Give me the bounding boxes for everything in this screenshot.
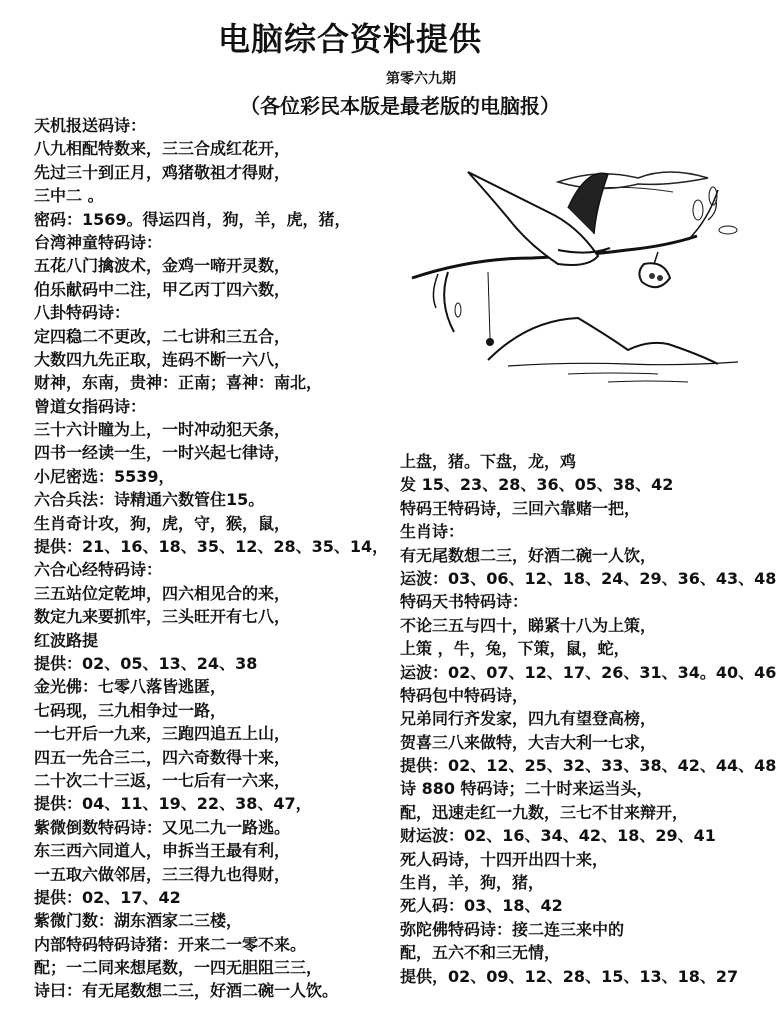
text-line: 东三西六同道人，申拆当王最有利，	[34, 841, 291, 861]
text-line: 有无尾数想二三，好酒二碗一人饮，	[400, 545, 657, 565]
text-line: 大数四九先正取，连码不断一六八，	[34, 349, 291, 369]
issue-number: 第零六九期	[386, 71, 456, 87]
text-line: 生肖奇计攻，狗，虎，守，猴，鼠，	[34, 513, 291, 533]
text-line: 发 15、23、28、36、05、38、42	[400, 475, 674, 495]
text-line: 诗 880 特码诗；二十时来运当头，	[400, 779, 653, 799]
text-line: 配，五六不和三无情，	[400, 943, 561, 963]
text-line: 七码现，三九相争过一路，	[34, 700, 227, 720]
text-line: 运波：03、06、12、18、24、29、36、43、48	[400, 568, 777, 588]
text-line: 曾道女指码诗：	[34, 396, 147, 416]
text-line: 定四稳二不更改，二七讲和三五合，	[34, 326, 291, 346]
text-line: 财神，东南，贵神：正南；喜神：南北，	[34, 373, 323, 393]
text-line: 八卦特码诗：	[34, 303, 131, 323]
text-line: 四五一先合三二，四六奇数得十来，	[34, 747, 291, 767]
left-column	[34, 114, 394, 1003]
text-line: 金光佛：七零八落皆逃匿，	[34, 677, 227, 697]
text-line: 五花八门擒波术，金鸡一啼开灵数，	[34, 256, 291, 276]
text-line: 先过三十到正月，鸡猪敬祖才得财，	[34, 162, 291, 182]
text-line: 天机报送码诗：	[34, 116, 147, 135]
text-line: 二十次二十三返，一七后有一六来，	[34, 770, 291, 790]
text-line: 提供，02、09、12、28、15、13、18、27	[400, 966, 739, 986]
text-line: 数定九来要抓牢，三头旺开有七八，	[34, 607, 291, 627]
bird-on-branch-with-nest-and-mountains-icon	[408, 160, 768, 400]
text-line: 贺喜三八来做特，大吉大利一七求，	[400, 732, 657, 752]
text-line: 伯乐献码中二注，甲乙丙丁四六数，	[34, 279, 291, 299]
text-line: 六合兵法：诗精通六数管住15。	[34, 490, 265, 510]
text-line: 提供：02、12、25、32、33、38、42、44、48	[400, 756, 777, 776]
text-line: 提供：02、17、42	[34, 887, 181, 907]
text-line: 一七开后一九来，三跑四追五上山，	[34, 724, 291, 744]
text-line: 四书一经读一生，一时兴起七律诗，	[34, 443, 291, 463]
text-line: 提供：02、05、13、24、38	[34, 653, 258, 673]
text-line: 三中二 。	[34, 186, 104, 206]
text-line: 上盘，猪。下盘，龙，鸡	[400, 452, 577, 471]
text-line: 密码：1569。得运四肖，狗，羊，虎，猪，	[34, 209, 351, 229]
text-line: 兄弟同行齐发家，四九有望登高榜，	[400, 709, 657, 729]
text-line: 死人码诗，十四开出四十来，	[400, 849, 609, 869]
text-line: 紫微门数：湖东酒家二三楼，	[34, 911, 243, 931]
text-line: 内部特码特码诗猪：开来二一零不来。	[34, 934, 307, 954]
text-line: 配；一二同来想尾数，一四无胆阻三三，	[34, 958, 323, 978]
text-line: 弥陀佛特码诗：接二连三来中的	[400, 919, 625, 939]
text-line: 财运波：02、16、34、42、18、29、41	[400, 826, 716, 846]
text-line: 小尼密选：5539，	[34, 466, 175, 486]
text-line: 台湾神童特码诗：	[34, 232, 163, 252]
text-line: 特码包中特码诗，	[400, 685, 529, 705]
text-line: 特码天书特码诗：	[400, 592, 529, 612]
text-line: 提供：21、16、18、35、12、28、35、14，	[34, 537, 389, 557]
text-line: 生肖，羊，狗，猪，	[400, 873, 545, 893]
text-line: 配，迅速走红一九数，三七不甘来辩开，	[400, 802, 689, 822]
text-line: 运波：02、07、12、17、26、31、34。40、46	[400, 662, 777, 682]
page-subtitle: （各位彩民本版是最老版的电脑报）	[240, 94, 560, 118]
text-line: 红波路提	[34, 630, 99, 650]
text-line: 紫微倒数特码诗：又见二九一路逃。	[34, 817, 291, 837]
text-line: 不论三五与四十，睇紧十八为上策，	[400, 615, 657, 635]
text-line: 提供：04、11、19、22、38、47，	[34, 794, 312, 814]
text-line: 六合心经特码诗：	[34, 560, 163, 580]
text-line: 三十六计瞳为上，一时冲动犯天条，	[34, 420, 291, 440]
text-line: 上策 ，牛，兔，下策，鼠，蛇，	[400, 639, 630, 659]
text-line: 三五站位定乾坤，四六相见合的来，	[34, 583, 291, 603]
text-line: 死人码：03、18、42	[400, 896, 563, 916]
page-title: 电脑综合资料提供	[217, 20, 482, 58]
text-line: 生肖诗：	[400, 522, 465, 542]
text-line: 八九相配特数来，三三合成红花开，	[34, 139, 291, 159]
right-column	[400, 450, 780, 988]
text-line: 特码王特码诗，三回六靠赌一把，	[400, 498, 641, 518]
text-line: 诗曰：有无尾数想二三，好酒二碗一人饮。	[34, 981, 339, 1001]
text-line: 一五取六做邻居，三三得九也得财，	[34, 864, 291, 884]
